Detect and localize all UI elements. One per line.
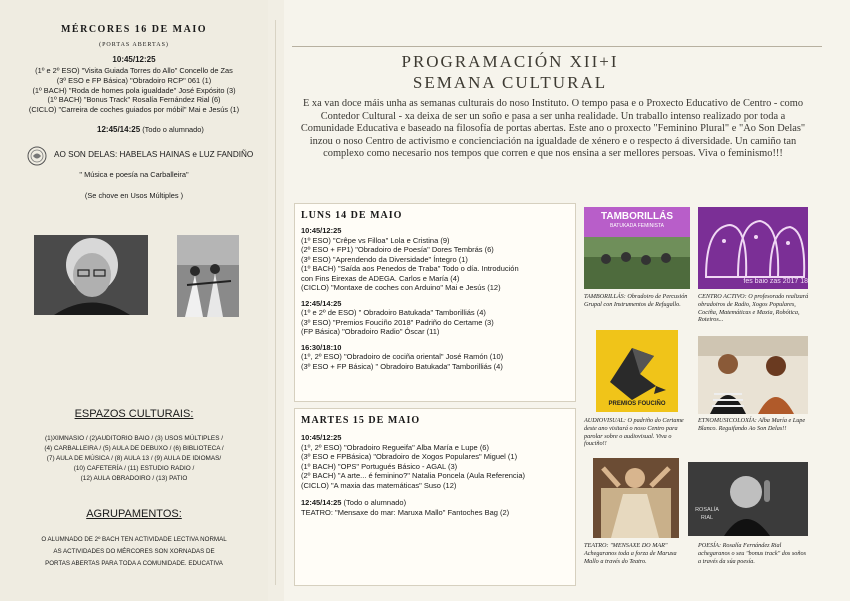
event-subtitle: " Música e poesía na Carballeira": [79, 170, 189, 179]
spaces-title: ESPAZOS CULTURAIS:: [74, 408, 194, 420]
list-item: (1º BACH) "Roda de homes pola igualdade" José Expósito (3): [32, 85, 236, 95]
list-item: (3º ESO e FP Básica) "Obradoiro RCP" 061 (1): [56, 75, 212, 85]
tuesday-b1-time: 10:45/12:25: [301, 433, 342, 442]
monday-b1-time: 10:45/12:25: [301, 226, 342, 235]
tuesday-box: [294, 408, 576, 586]
wednesday-title: MÉRCORES 16 DE MAIO: [60, 24, 207, 35]
list-item: (12) AULA OBRADOIRO / (13) PATIO: [80, 475, 188, 482]
groups-title: AGRUPAMENTOS:: [86, 508, 182, 520]
list-item: (7) AULA DE MÚSICA / (8) AULA 13 / (9) AULA DE IDIOMAS/: [46, 455, 222, 462]
list-item: (1º ESO) "Crêpe vs Filloa" Lola e Cristina (9): [301, 235, 450, 245]
caption-poesia: POESÍA: Rosalía Fernández Rial achegaranos o seu "bonus track" dos soños a través da súa poesía.: [698, 542, 806, 565]
monday-title: LUNS 14 DE MAIO: [301, 210, 403, 221]
list-item: (1º e 2º ESO) "Visita Guiada Torres do Allo" Concello de Zas: [35, 66, 233, 75]
list-item: (3º ESO e FPBásica) "Obradoiro de Xogos Populares" Miguel (1): [301, 452, 518, 461]
list-item: (2º ESO + FP1) "Obradoiro de Poesía" Dores Tembrás (6): [301, 245, 494, 254]
caption-etnomusicoloxia: ETNOMUSICOLOXÍA: Alba María e Lupe Blanco. Reguifando Ao Son Delas!!: [698, 417, 806, 432]
wed-block1-time: 10:45/12:25: [112, 55, 156, 64]
faces-poster-caption: fes baio zas 2017 18: [743, 278, 808, 285]
list-item: (4) CARBALLEIRA / (5) AULA DE DEBUXO / (6) BIBLIOTECA /: [44, 445, 224, 452]
list-item: PORTAS ABERTAS PARA TODA A COMUNIDADE. EDUCATIVA: [45, 560, 223, 567]
page-title: PROGRAMACIÓN XII+I: [401, 52, 619, 71]
tamborillas-logo-sub: BATUKADA FEMINISTA: [610, 223, 664, 229]
foucino-logo-text: PREMIOS FOUCIÑO: [608, 401, 666, 407]
list-item: (10) CAFETERÍA / (11) ESTUDIO RADIO /: [73, 465, 195, 472]
tuesday-title: MARTES 15 DE MAIO: [301, 415, 421, 426]
list-item: (3º ESO + FP Básica) " Obradoiro Batukada" Tamborilliás (4): [301, 361, 503, 371]
wed-block2-note: (Todo o alumnado): [142, 125, 204, 134]
faces-poster-image: [698, 207, 808, 289]
list-item: (CICLO) "A maxia das matemáticas" Suso (12): [301, 480, 457, 490]
list-item: (1º e 2º de ESO) " Obradoiro Batukada" Tamborilliás (4): [301, 308, 486, 317]
tuesday-schedule: [301, 433, 573, 517]
spaces-list: [0, 434, 268, 484]
theatre-image: [593, 458, 679, 538]
list-item: O ALUMNADO DE 2º BACH TEN ACTIVIDADE LECTIVA NORMAL: [41, 536, 227, 543]
list-item: AS ACTIVIDADES DO MÉRCORES SON XORNADAS DE: [53, 548, 215, 555]
header-rule: [292, 46, 822, 47]
page-subtitle: SEMANA CULTURAL: [412, 73, 608, 92]
list-item: (2º BACH) "A arte... é feminino?" Natalia Poncela (Aula Referencia): [301, 471, 526, 480]
event-note: (Se chove en Usos Múltiples ): [84, 191, 184, 200]
column-divider: [275, 20, 276, 585]
list-item: (3º ESO) "Premios Fouciño 2018" Padriño do Certame (3): [301, 317, 494, 327]
caption-tamborillas: TAMBORILLÁS: Obradoiro de Percusión Grupal con Instrumentos de Refugallo.: [584, 293, 688, 308]
list-item: (FP Básica) "Obradoiro Radio" Óscar (11): [301, 327, 440, 336]
groups-list: [0, 534, 268, 570]
event-title: AO SON DELAS: HABELAS HAINAS e LUZ FANDIÑO: [54, 150, 254, 159]
open-doors-label: (PORTAS ABERTAS): [99, 42, 169, 48]
caption-teatro: TEATRO: "MENSAXE DO MAR" Achegaranos toda a forza de Maruxa Mallo a través do Teatro.: [584, 542, 677, 565]
wed-block1-list: [0, 66, 268, 115]
list-item: (CICLO) "Carreira de coches guiados por móbil" Mai e Jesús (1): [28, 105, 240, 115]
list-item: (1)XIMNASIO / (2)AUDITORIO BAIO / (3) USOS MÚLTIPLES /: [44, 435, 224, 442]
wed-block2: [97, 125, 267, 135]
list-item: (CICLO) "Montaxe de coches con Arduino" Mai e Jesús (12): [301, 283, 501, 292]
monday-schedule: [301, 226, 573, 371]
list-item: con Fins Eirexas de ADEGA. Carlos e María (4): [301, 273, 460, 283]
foucino-logo-image: [596, 330, 678, 412]
singer-image: [688, 462, 808, 536]
caption-centro-activo: CENTRO ACTIVO: O profesorado realizará obradoiros de Radio, Xogos Populares, Cociña, Matemáticas e Maxia, Robótica, Roteiros...: [698, 293, 809, 324]
tuesday-b2-note: (Todo o alumnado): [343, 498, 407, 507]
monday-box: [294, 203, 576, 402]
tuesday-b2-time: 12:45/14:25: [301, 498, 342, 507]
seal-icon: [27, 146, 47, 166]
left-column: [0, 0, 268, 601]
wed-block2-time: 12:45/14:25: [97, 125, 141, 134]
list-item: (1º BACH) "Saída aos Penedos de Traba" Todo o día. Introdución: [301, 264, 519, 273]
monday-b3-time: 16:30/18:10: [301, 342, 342, 352]
caption-audiovisual: AUDIOVISUAL: O padriño do Certame deste ano visitará o noso Centro para parolar sobre o audiovisual. Viva o fouciño!!: [584, 417, 684, 448]
list-item: (1º BACH) "OPS" Portugués Básico - AGAL (3): [301, 461, 458, 471]
tamborillas-logo-text: TAMBORILLÁS: [600, 211, 674, 222]
list-item: TEATRO: "Mensaxe do mar: Maruxa Mallo" Fantoches Bag (2): [301, 507, 510, 517]
monday-b2-time: 12:45/14:25: [301, 298, 342, 308]
singer-name-overlay: ROSALÍA RIAL: [695, 507, 719, 521]
intro-text: E xa van doce máis unha as semanas culturais do noso Instituto. O tempo pasa e o Proxecto Educativo de Centro - como Contedor Cultural - xa deixa de ser un soño e pasa a ser unha realidade. Un traballo intenso realizado por toda a Comunidade Educativa e baseado na filosofía de portas abertas. Este ano o proxecto "Feminino Plural" e "Ao Son Delas" inzou o noso Centro de activismo e concienciación na igualdade de xénero e o respecto á diversidade. Un camiño tan complexo como necesario nos tempos que corren e que nos ensina a ser mellores persoas. Viva o feminismo!!!: [300, 98, 806, 160]
list-item: (1º, 2º ESO) "Obradoiro de cociña oriental" José Ramón (10): [301, 352, 504, 361]
dancers-photo: [177, 235, 239, 317]
musicians-image: [698, 336, 808, 414]
portrait-photo: [34, 235, 148, 315]
list-item: (3º ESO) "Aprendendo da Diversidade" Íntegro (1): [301, 254, 468, 264]
list-item: (1º BACH) "Bonus Track" Rosalía Fernández Rial (6): [47, 95, 221, 105]
list-item: (1º, 2º ESO) "Obradoiro Regueifa" Alba María e Lupe (6): [301, 442, 489, 452]
